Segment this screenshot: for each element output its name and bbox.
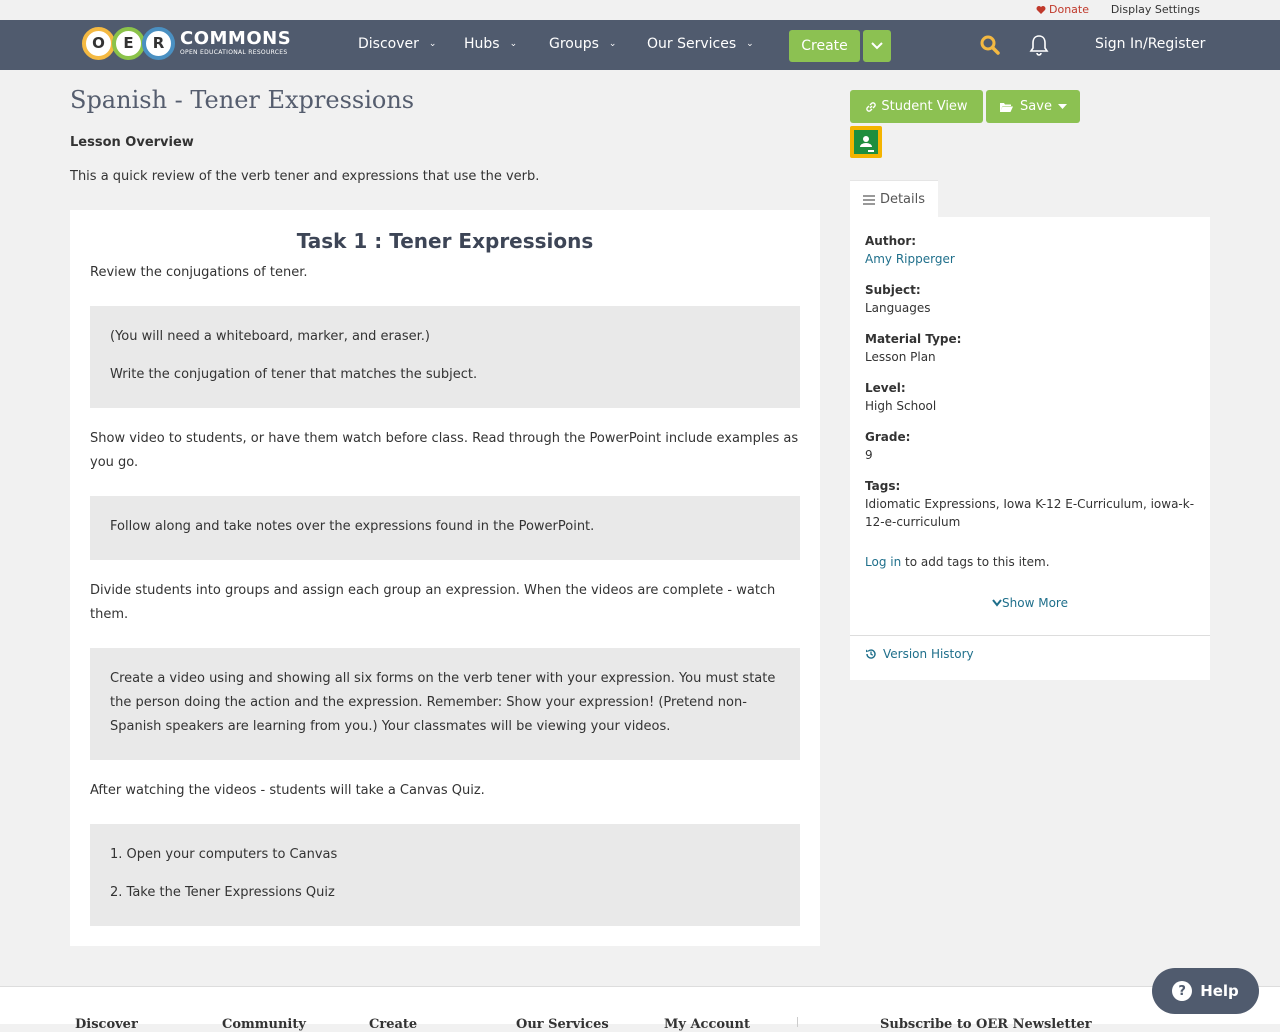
instruction-box-2 <box>90 496 800 560</box>
lesson-overview-text: This a quick review of the verb tener and expressions that use the verb. <box>70 169 540 184</box>
create-dropdown-button[interactable] <box>863 30 891 62</box>
nav-our-services[interactable] <box>647 36 754 52</box>
chevron-down-icon: ⌄ <box>428 39 437 49</box>
utility-bar <box>0 0 1280 20</box>
footer-newsletter-heading: Subscribe to OER Newsletter <box>880 1017 1092 1032</box>
nav-hubs[interactable] <box>464 36 517 52</box>
panel-divider <box>850 635 1210 636</box>
oer-commons-logo[interactable] <box>82 26 292 60</box>
version-history-link[interactable] <box>865 647 974 661</box>
instruction-box-4 <box>90 824 800 926</box>
instruction-box-2-text: Follow along and take notes over the expressions found in the PowerPoint. <box>110 519 595 534</box>
instruction-box-4-line-1: 1. Open your computers to Canvas <box>110 847 338 862</box>
footer-col-my-account: My Account <box>664 1017 750 1032</box>
link-icon <box>865 101 877 113</box>
task-paragraph-2: Show video to students, or have them watch before class. Read through the PowerPoint include examples as you go. <box>90 431 799 470</box>
chevron-down-icon <box>871 42 883 50</box>
instruction-box-4-line-2: 2. Take the Tener Expressions Quiz <box>110 885 335 900</box>
display-settings-link[interactable]: Display Settings <box>1110 3 1200 16</box>
footer <box>0 986 1280 1032</box>
grade-label: Grade: <box>865 430 911 444</box>
student-view-button[interactable] <box>850 90 983 123</box>
material-type-value: Lesson Plan <box>865 350 936 364</box>
nav-discover[interactable] <box>358 36 436 52</box>
footer-col-community: Community <box>222 1017 306 1032</box>
logo-letter-r: R <box>142 27 175 60</box>
task-paragraph-4: After watching the videos - students will take a Canvas Quiz. <box>90 783 485 798</box>
task-paragraph-1: Review the conjugations of tener. <box>90 265 308 280</box>
save-label: Save <box>1020 99 1052 114</box>
author-link[interactable]: Amy Ripperger <box>865 252 955 266</box>
footer-col-discover: Discover <box>75 1017 138 1032</box>
help-label: Help <box>1200 982 1239 1000</box>
nav-discover-label: Discover <box>358 36 419 52</box>
question-icon: ? <box>1172 981 1192 1001</box>
footer-divider <box>797 1017 798 1027</box>
heart-icon <box>1036 5 1046 15</box>
search-icon[interactable] <box>980 35 1000 55</box>
help-button[interactable] <box>1152 968 1259 1014</box>
create-button[interactable]: Create <box>789 30 860 62</box>
version-history-label: Version History <box>883 647 974 661</box>
instruction-box-1-line-1: (You will need a whiteboard, marker, and eraser.) <box>110 329 430 344</box>
student-view-label: Student View <box>881 99 968 114</box>
logo-letter-o: O <box>82 27 115 60</box>
task-title: Task 1 : Tener Expressions <box>296 229 594 253</box>
show-more-link[interactable] <box>850 596 1210 610</box>
level-label: Level: <box>865 381 906 395</box>
instruction-box-3 <box>90 648 800 760</box>
logo-main-text: COMMONS <box>180 28 292 49</box>
footer-col-create: Create <box>369 1017 418 1032</box>
nav-groups-label: Groups <box>549 36 599 52</box>
level-value: High School <box>865 399 937 413</box>
task-paragraph-3: Divide students into groups and assign each group an expression. When the videos are complete - watch them. <box>90 583 776 622</box>
instruction-box-3-text: Create a video using and showing all six forms on the verb tener with your expression. You must state the person doing the action and the expression. Remember: Show your expression! (Pretend non-Spanish speakers are learning from you.) Your classmates will be viewing your videos. <box>110 671 776 734</box>
folder-open-icon <box>999 101 1014 113</box>
show-more-label: Show More <box>1002 596 1068 610</box>
caret-down-icon <box>1058 104 1067 110</box>
login-to-tag-text <box>865 553 1195 571</box>
navbar <box>0 20 1280 70</box>
donate-label: Donate <box>1049 3 1089 16</box>
sign-in-register-link[interactable]: Sign In/Register <box>1095 36 1206 52</box>
list-icon <box>863 195 875 205</box>
tags-label: Tags: <box>865 479 901 493</box>
nav-groups[interactable] <box>549 36 616 52</box>
save-button[interactable] <box>986 90 1080 123</box>
login-to-tag-rest: to add tags to this item. <box>901 555 1050 569</box>
login-link[interactable]: Log in <box>865 555 902 569</box>
bell-icon[interactable] <box>1029 34 1049 56</box>
instruction-box-1 <box>90 306 800 408</box>
page-title: Spanish - Tener Expressions <box>70 86 415 114</box>
donate-link[interactable] <box>1036 3 1089 16</box>
chevron-down-icon: ⌄ <box>746 39 754 49</box>
chevron-down-icon: ⌄ <box>608 39 617 49</box>
instruction-box-1-line-2: Write the conjugation of tener that matches the subject. <box>110 367 478 382</box>
grade-value: 9 <box>865 448 873 462</box>
details-panel <box>850 217 1210 680</box>
nav-our-services-label: Our Services <box>647 36 737 52</box>
task-card <box>70 210 820 946</box>
tab-details-label: Details <box>879 192 926 207</box>
subject-label: Subject: <box>865 283 921 297</box>
chevron-down-icon: ⌄ <box>509 39 518 49</box>
subject-value: Languages <box>865 301 931 315</box>
tags-value: Idiomatic Expressions, Iowa K-12 E-Curriculum, iowa-k-12-e-curriculum <box>865 497 1195 529</box>
nav-hubs-label: Hubs <box>464 36 500 52</box>
history-icon <box>865 648 877 660</box>
google-classroom-icon[interactable] <box>850 126 882 158</box>
tab-details[interactable] <box>850 180 938 218</box>
logo-circles <box>82 27 172 60</box>
logo-sub-text: OPEN EDUCATIONAL RESOURCES <box>180 49 288 56</box>
lesson-overview-label: Lesson Overview <box>70 135 194 150</box>
logo-text <box>180 30 291 56</box>
chevron-down-icon <box>992 599 1002 607</box>
author-label: Author: <box>865 234 917 248</box>
logo-letter-e: E <box>112 27 145 60</box>
google-classroom-icon-graphic <box>853 129 879 155</box>
footer-col-our-services: Our Services <box>516 1017 609 1032</box>
material-type-label: Material Type: <box>865 332 962 346</box>
